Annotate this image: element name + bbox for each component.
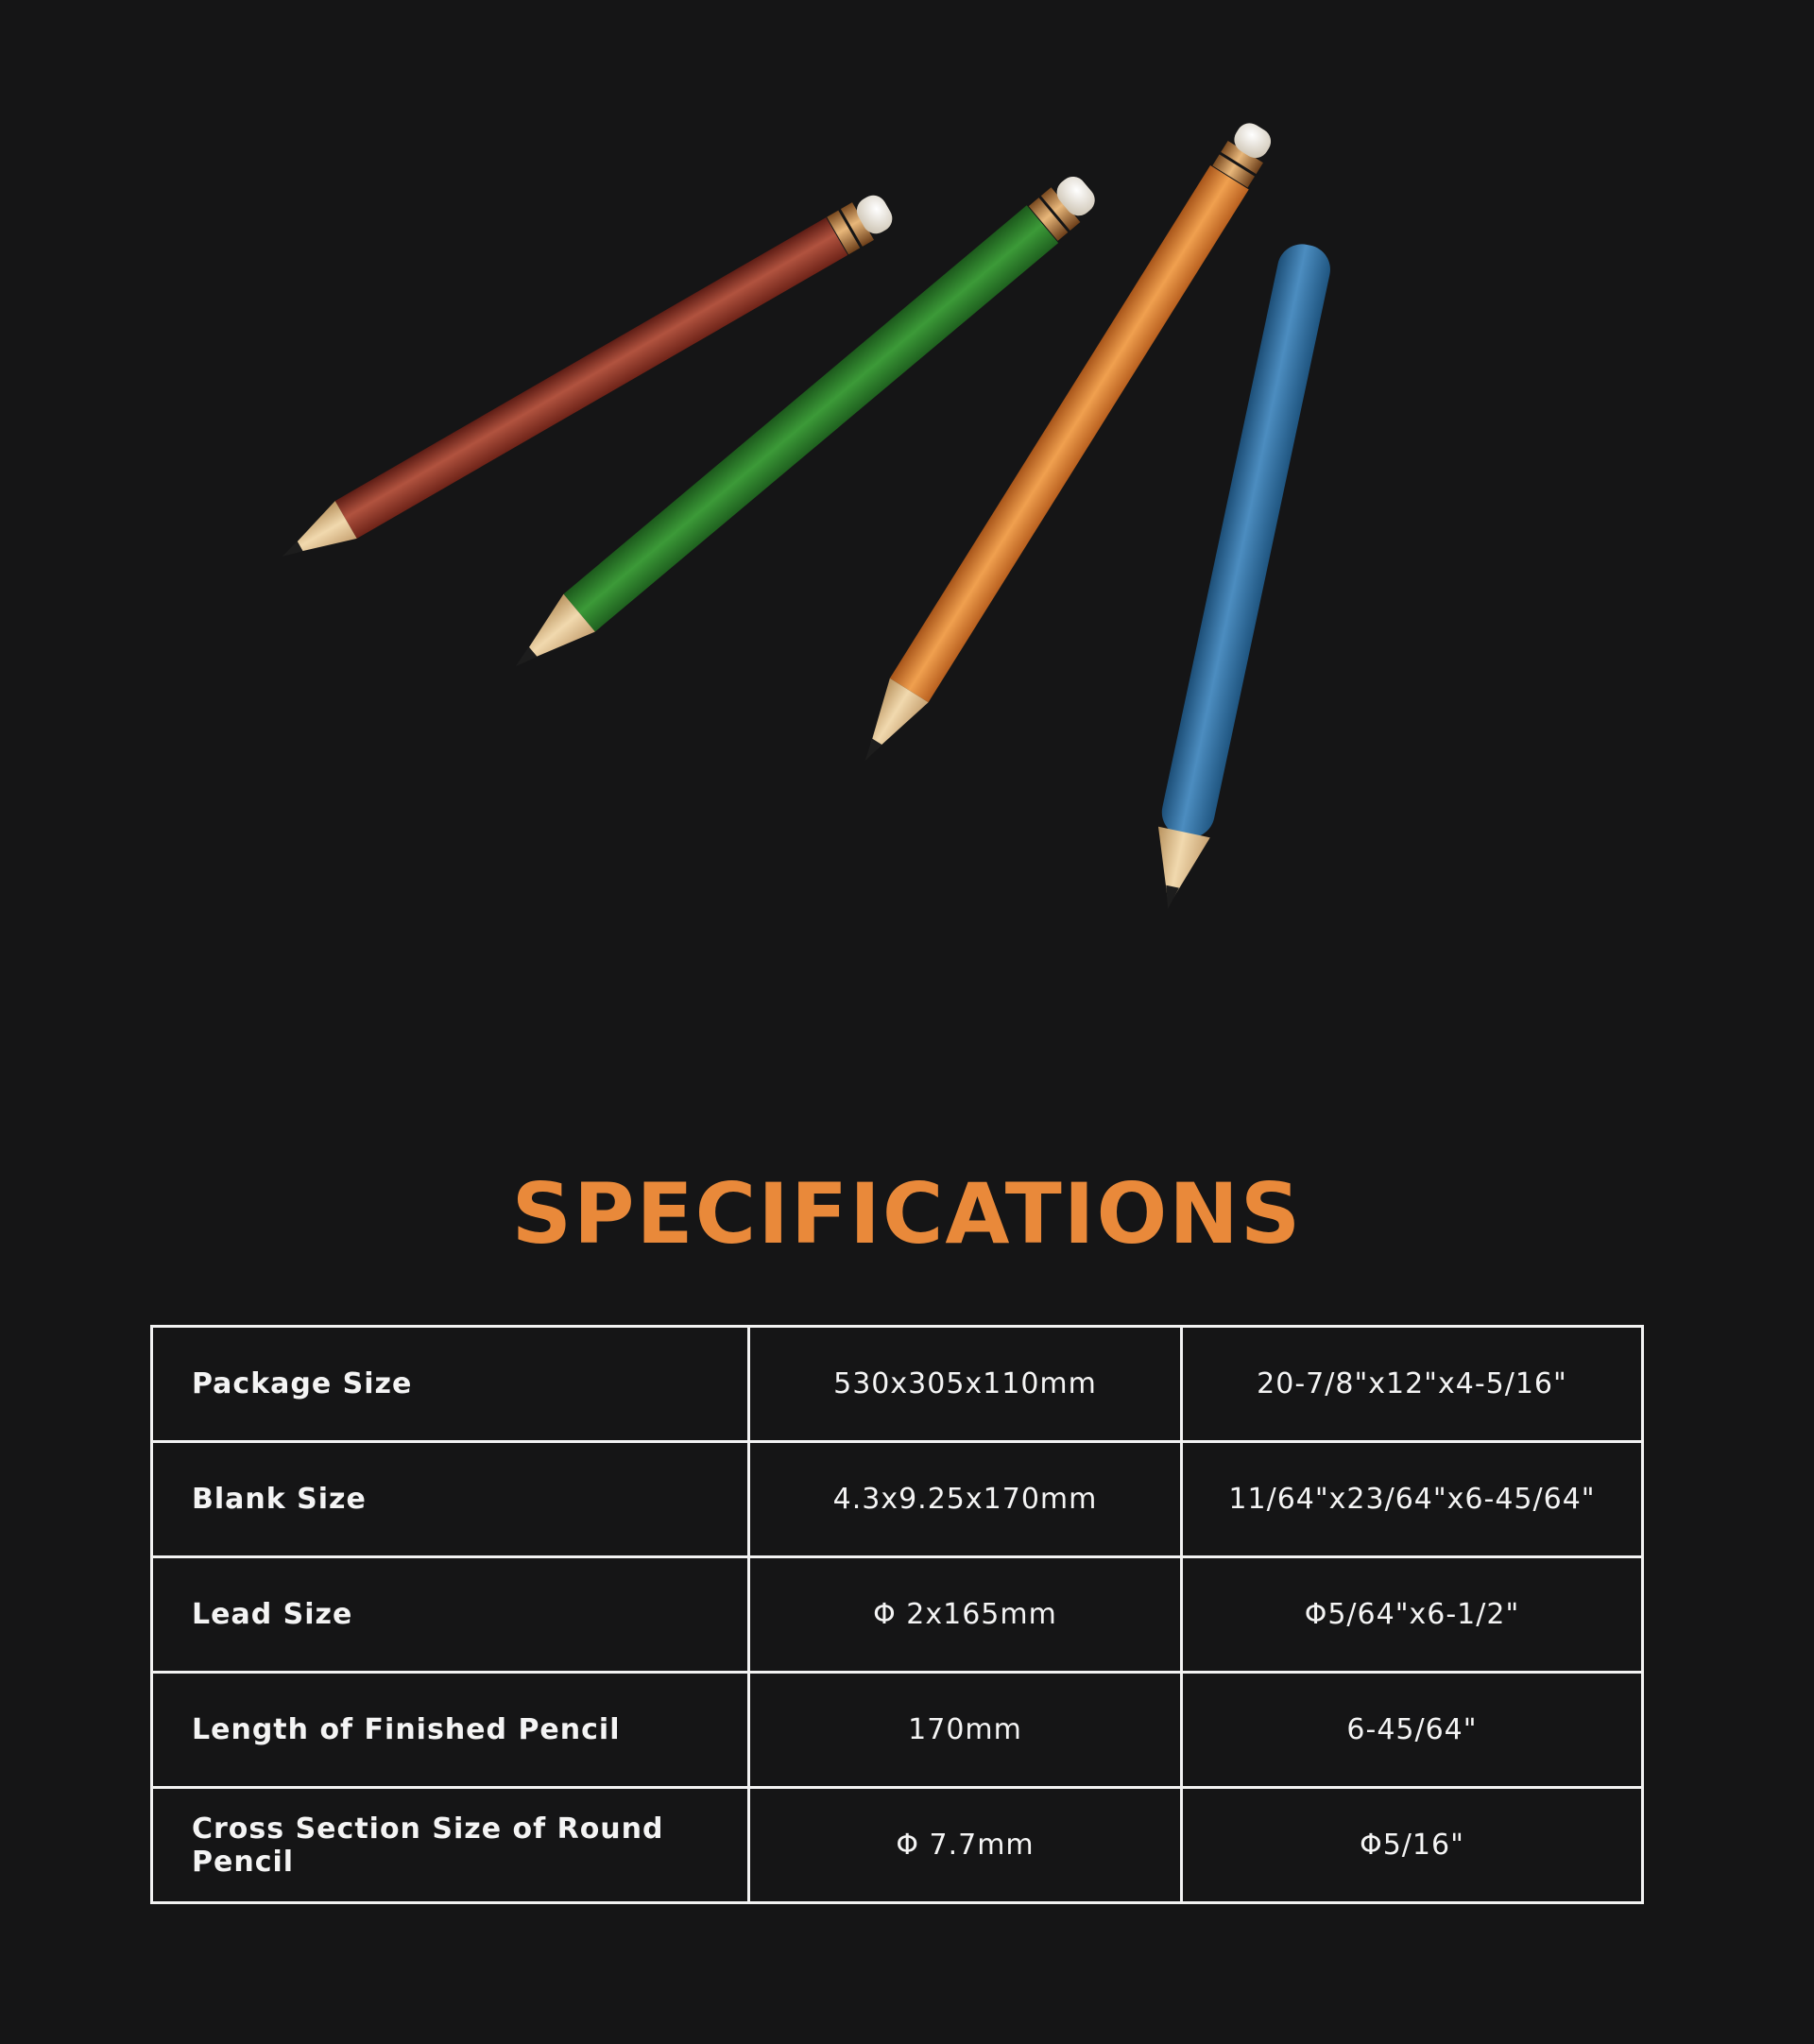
table-row bbox=[152, 1557, 1643, 1673]
spec-label: Cross Section Size of Round Pencil bbox=[152, 1788, 749, 1903]
page-title: SPECIFICATIONS bbox=[511, 1165, 1303, 1262]
spec-label: Blank Size bbox=[152, 1442, 749, 1557]
red-pencil bbox=[271, 188, 898, 575]
spec-label: Lead Size bbox=[152, 1557, 749, 1673]
spec-metric-value: Φ 2x165mm bbox=[749, 1557, 1182, 1673]
spec-metric-value: 530x305x110mm bbox=[749, 1327, 1182, 1442]
spec-label: Package Size bbox=[152, 1327, 749, 1442]
table-row bbox=[152, 1442, 1643, 1557]
spec-imperial-value: 6-45/64" bbox=[1182, 1673, 1643, 1788]
spec-label: Length of Finished Pencil bbox=[152, 1673, 749, 1788]
spec-metric-value: Φ 7.7mm bbox=[749, 1788, 1182, 1903]
spec-imperial-value: Φ5/64"x6-1/2" bbox=[1182, 1557, 1643, 1673]
table-row bbox=[152, 1673, 1643, 1788]
spec-imperial-value: 20-7/8"x12"x4-5/16" bbox=[1182, 1327, 1643, 1442]
specifications-table bbox=[150, 1325, 1644, 1904]
spec-imperial-value: Φ5/16" bbox=[1182, 1788, 1643, 1903]
spec-metric-value: 170mm bbox=[749, 1673, 1182, 1788]
blue-pencil bbox=[1142, 240, 1335, 915]
table-row bbox=[152, 1788, 1643, 1903]
spec-metric-value: 4.3x9.25x170mm bbox=[749, 1442, 1182, 1557]
table-row bbox=[152, 1327, 1643, 1442]
spec-imperial-value: 11/64"x23/64"x6-45/64" bbox=[1182, 1442, 1643, 1557]
